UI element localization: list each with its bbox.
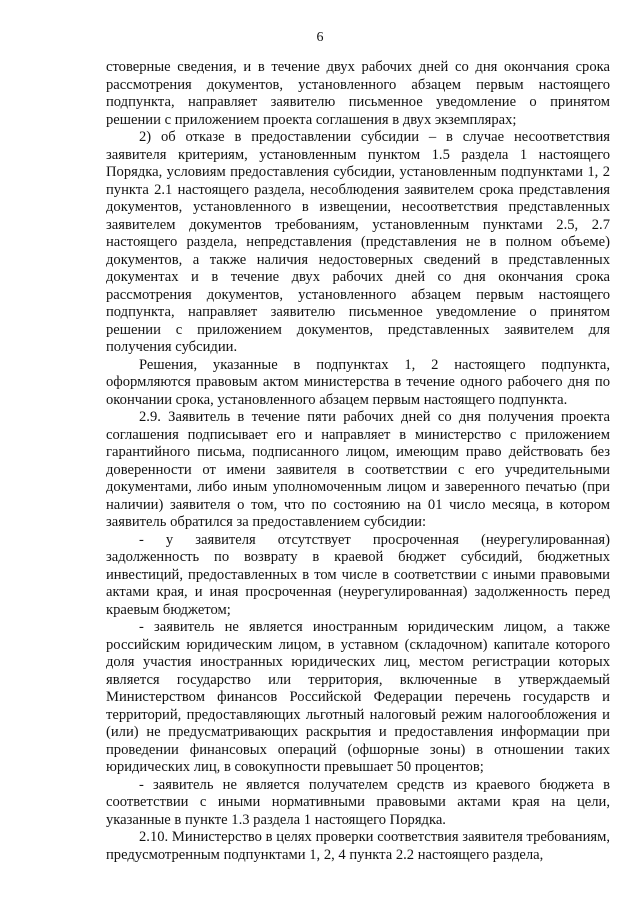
paragraph-refusal-clause: 2) об отказе в предоставлении субсидии – в случае несоответствия заявителя критериям, установленным пунктом 1.5 раздела 1 настоящего Порядка, условиям предоставления субсидии, установленным подпунктами 1, 2 пункта 2.1 настоящего раздела, несоблюдения заявителем срока представления документов, установленного в извещении, несоответствия представленных заявителем документов требованиям, установленным пунктами 2.5, 2.7 настоящего раздела, непредставления (представления не в полном объеме) документов, а также наличия недостоверных сведений в представленных документах и в течение двух рабочих дней со дня окончания срока рассмотрения документов, установленного абзацем первым настоящего подпункта, направляет заявителю письменное уведомление о принятом решении с приложением документов, представленных заявителем для получения субсидии. bbox=[106, 129, 610, 355]
paragraph-2-10: 2.10. Министерство в целях проверки соответствия заявителя требованиям, предусмотренным подпунктами 1, 2, 4 пункта 2.2 настоящего раздела, bbox=[106, 829, 610, 863]
document-body bbox=[106, 59, 610, 864]
paragraph-decisions: Решения, указанные в подпунктах 1, 2 настоящего подпункта, оформляются правовым актом министерства в течение одного рабочего дня по окончании срока, установленного абзацем первым настоящего подпункта. bbox=[106, 356, 610, 408]
list-item-not-foreign: - заявитель не является иностранным юридическим лицом, а также российским юридическим лицом, в уставном (складочном) капитале которого доля участия иностранных юридических лиц, местом регистрации которых является государство или территория, включенные в утверждаемый Министерством финансов Российской Федерации перечень государств и территорий, предоставляющих льготный налоговый режим налогообложения и (или) не предусматривающих раскрытия и предоставления информации при проведении финансовых операций (офшорные зоны) в отношении таких юридических лиц, в совокупности превышает 50 процентов; bbox=[106, 619, 610, 775]
page-number: 6 bbox=[316, 30, 324, 45]
paragraph-2-9: 2.9. Заявитель в течение пяти рабочих дней со дня получения проекта соглашения подписывает его и направляет в министерство с приложением гарантийного письма, подписанного лицом, имеющим право действовать без доверенности от имени заявителя в соответствии с его учредительными документами, либо иным уполномоченным лицом и заверенного печатью (при наличии) заявителя о том, что по состоянию на 01 число месяца, в котором заявитель обратился за предоставлением субсидии: bbox=[106, 409, 610, 530]
paragraph-continuation: стоверные сведения, и в течение двух рабочих дней со дня окончания срока рассмотрения документов, установленного абзацем первым настоящего подпункта, направляет заявителю письменное уведомление о принятом решении с приложением проекта соглашения в двух экземплярах; bbox=[106, 59, 610, 128]
list-item-no-debt: - у заявителя отсутствует просроченная (неурегулированная) задолженность по возврату в краевой бюджет субсидий, бюджетных инвестиций, предоставленных в том числе в соответствии с иными правовыми актами края, и иная просроченная (неурегулированная) задолженность перед краевым бюджетом; bbox=[106, 531, 610, 618]
list-item-not-recipient: - заявитель не является получателем средств из краевого бюджета в соответствии с иными нормативными правовыми актами края на цели, указанные в пункте 1.3 раздела 1 настоящего Порядка. bbox=[106, 776, 610, 828]
